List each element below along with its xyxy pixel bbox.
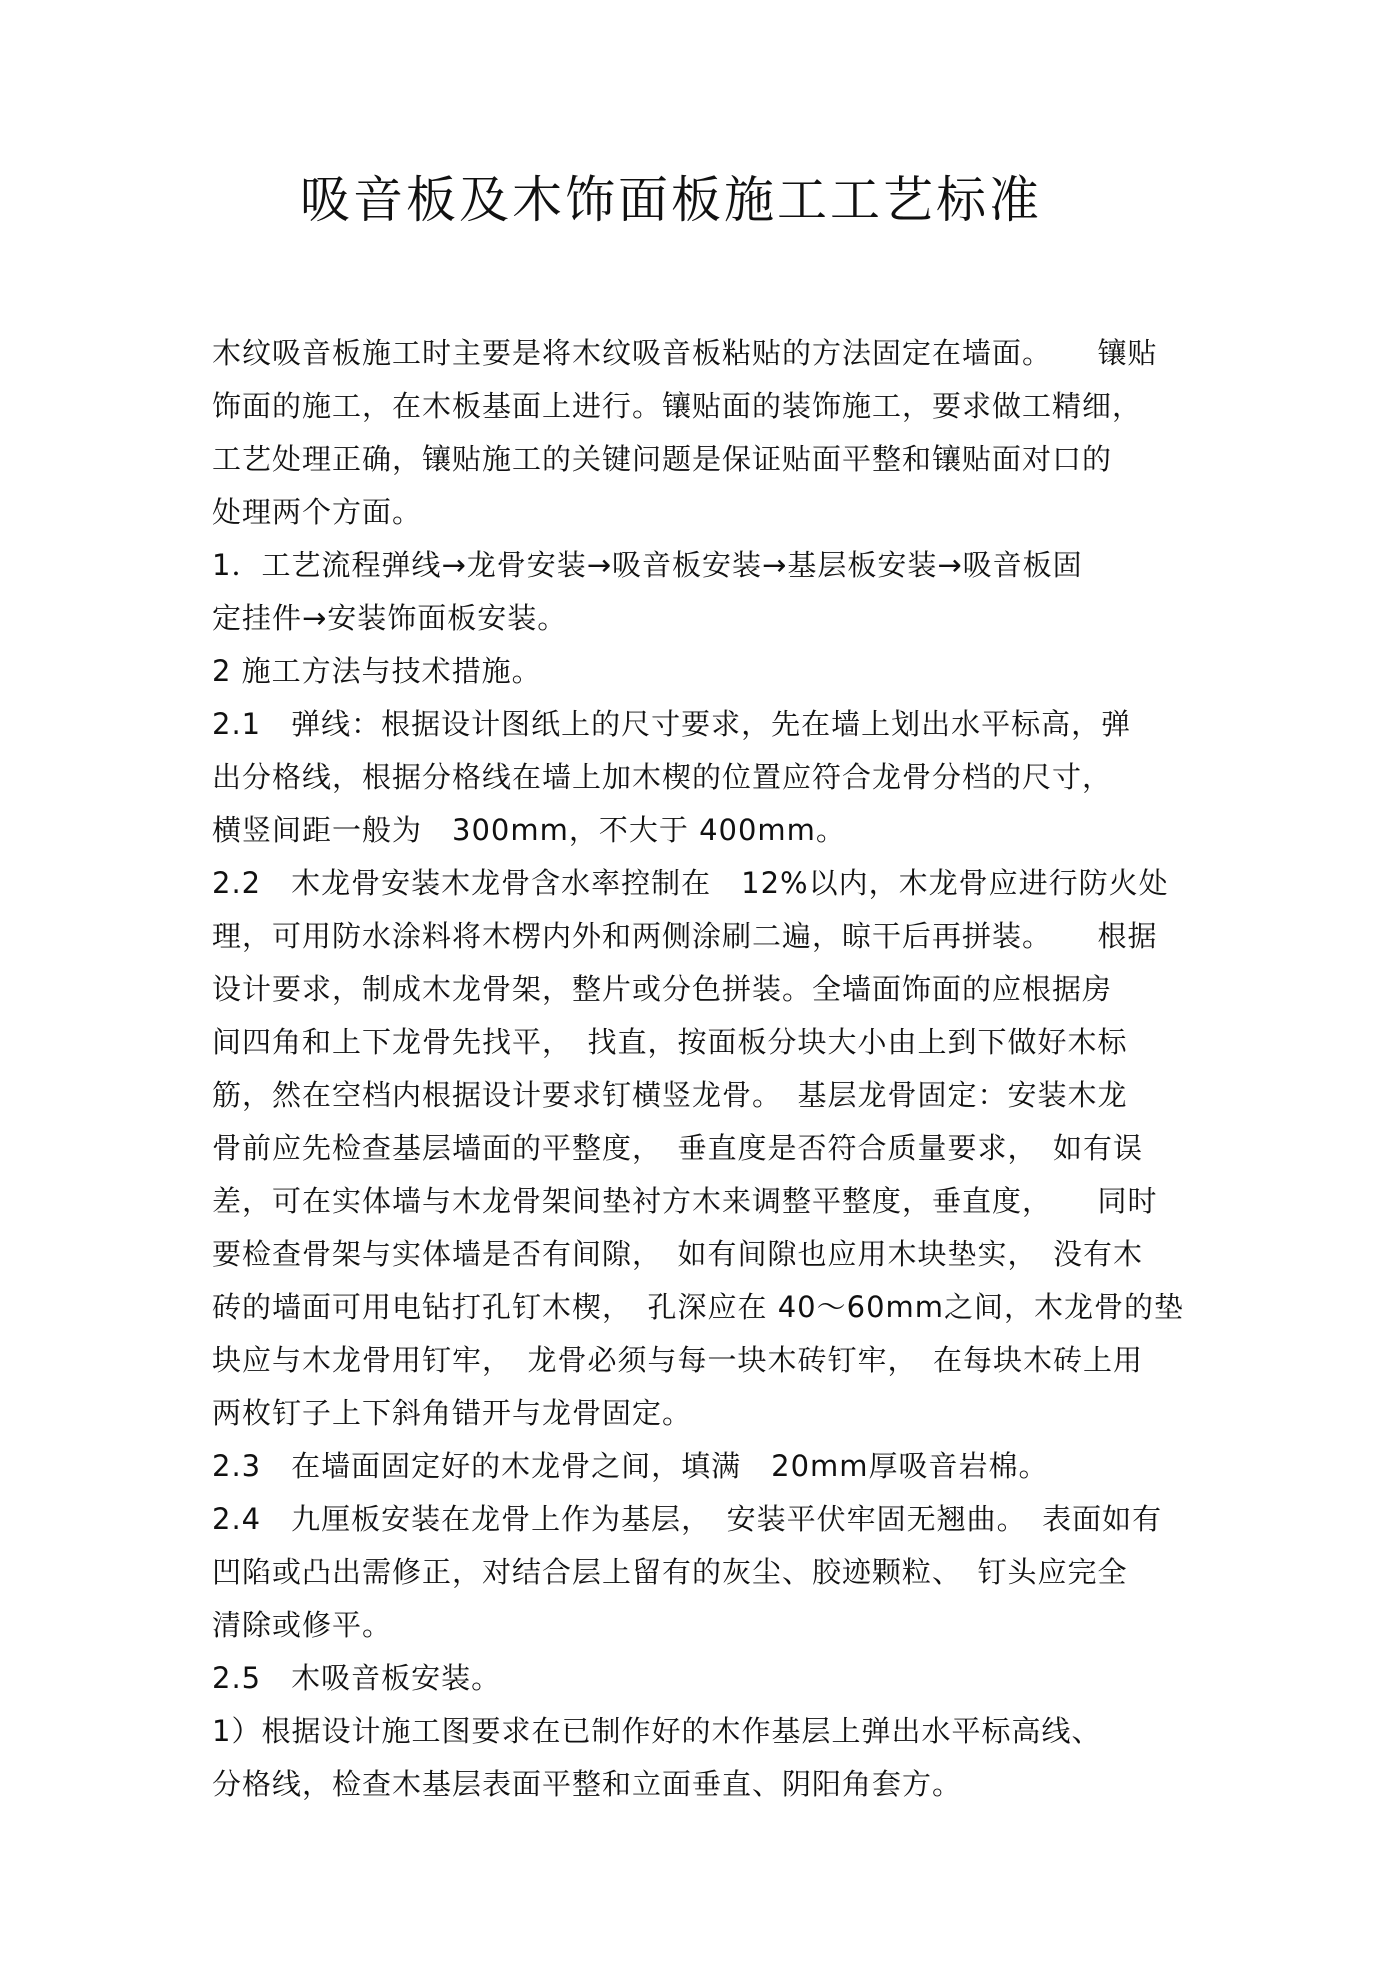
paragraph-line: 处理两个方面。 xyxy=(212,495,423,529)
paragraph-line: 2.2 木龙骨安装木龙骨含水率控制在 12%以内，木龙骨应进行防火处 xyxy=(212,866,1169,900)
paragraph-line: 分格线，检查木基层表面平整和立面垂直、阴阳角套方。 xyxy=(212,1767,963,1801)
paragraph-line: 要检查骨架与实体墙是否有间隙， 如有间隙也应用木块垫实， 没有木 xyxy=(212,1237,1144,1271)
paragraph-line: 理，可用防水涂料将木楞内外和两侧涂刷二遍，晾干后再拼装。 根据 xyxy=(212,919,1158,953)
paragraph-line: 间四角和上下龙骨先找平， 找直，按面板分块大小由上到下做好木标 xyxy=(212,1025,1128,1059)
paragraph-line: 1．工艺流程弹线→龙骨安装→吸音板安装→基层板安装→吸音板固 xyxy=(212,548,1083,582)
paragraph-line: 凹陷或凸出需修正，对结合层上留有的灰尘、胶迹颗粒、 钉头应完全 xyxy=(212,1555,1128,1589)
paragraph-line: 筋，然在空档内根据设计要求钉横竖龙骨。 基层龙骨固定：安装木龙 xyxy=(212,1078,1128,1112)
paragraph-line: 定挂件→安装饰面板安装。 xyxy=(212,601,568,635)
paragraph-line: 2 施工方法与技术措施。 xyxy=(212,654,542,688)
paragraph-line: 清除或修平。 xyxy=(212,1608,393,1642)
paragraph-line: 2.1 弹线：根据设计图纸上的尺寸要求，先在墙上划出水平标高，弹 xyxy=(212,707,1132,741)
paragraph-line: 饰面的施工，在木板基面上进行。镶贴面的装饰施工，要求做工精细， xyxy=(212,389,1143,423)
paragraph-line: 两枚钉子上下斜角错开与龙骨固定。 xyxy=(212,1396,693,1430)
paragraph-line: 2.4 九厘板安装在龙骨上作为基层， 安装平伏牢固无翘曲。 表面如有 xyxy=(212,1502,1163,1536)
paragraph-line: 骨前应先检查基层墙面的平整度， 垂直度是否符合质量要求， 如有误 xyxy=(212,1131,1144,1165)
paragraph-line: 差，可在实体墙与木龙骨架间垫衬方木来调整平整度，垂直度， 同时 xyxy=(212,1184,1158,1218)
paragraph-line: 块应与木龙骨用钉牢， 龙骨必须与每一块木砖钉牢， 在每块木砖上用 xyxy=(212,1343,1144,1377)
paragraph-line: 横竖间距一般为 300mm，不大于 400mm。 xyxy=(212,813,846,847)
paragraph-line: 设计要求，制成木龙骨架，整片或分色拼装。全墙面饰面的应根据房 xyxy=(212,972,1113,1006)
document-body xyxy=(212,335,1197,1819)
paragraph-line: 1）根据设计施工图要求在已制作好的木作基层上弹出水平标高线、 xyxy=(212,1714,1102,1748)
paragraph-line: 2.3 在墙面固定好的木龙骨之间，填满 20mm厚吸音岩棉。 xyxy=(212,1449,1049,1483)
paragraph-line: 木纹吸音板施工时主要是将木纹吸音板粘贴的方法固定在墙面。 镶贴 xyxy=(212,336,1158,370)
paragraph-line: 工艺处理正确，镶贴施工的关键问题是保证贴面平整和镶贴面对口的 xyxy=(212,442,1113,476)
paragraph-line: 2.5 木吸音板安装。 xyxy=(212,1661,502,1695)
paragraph-line: 出分格线，根据分格线在墙上加木楔的位置应符合龙骨分档的尺寸， xyxy=(212,760,1113,794)
paragraph-line: 砖的墙面可用电钻打孔钉木楔， 孔深应在 40～60mm之间，木龙骨的垫 xyxy=(212,1290,1185,1324)
document-title: 吸音板及木饰面板施工工艺标准 xyxy=(300,171,1042,229)
